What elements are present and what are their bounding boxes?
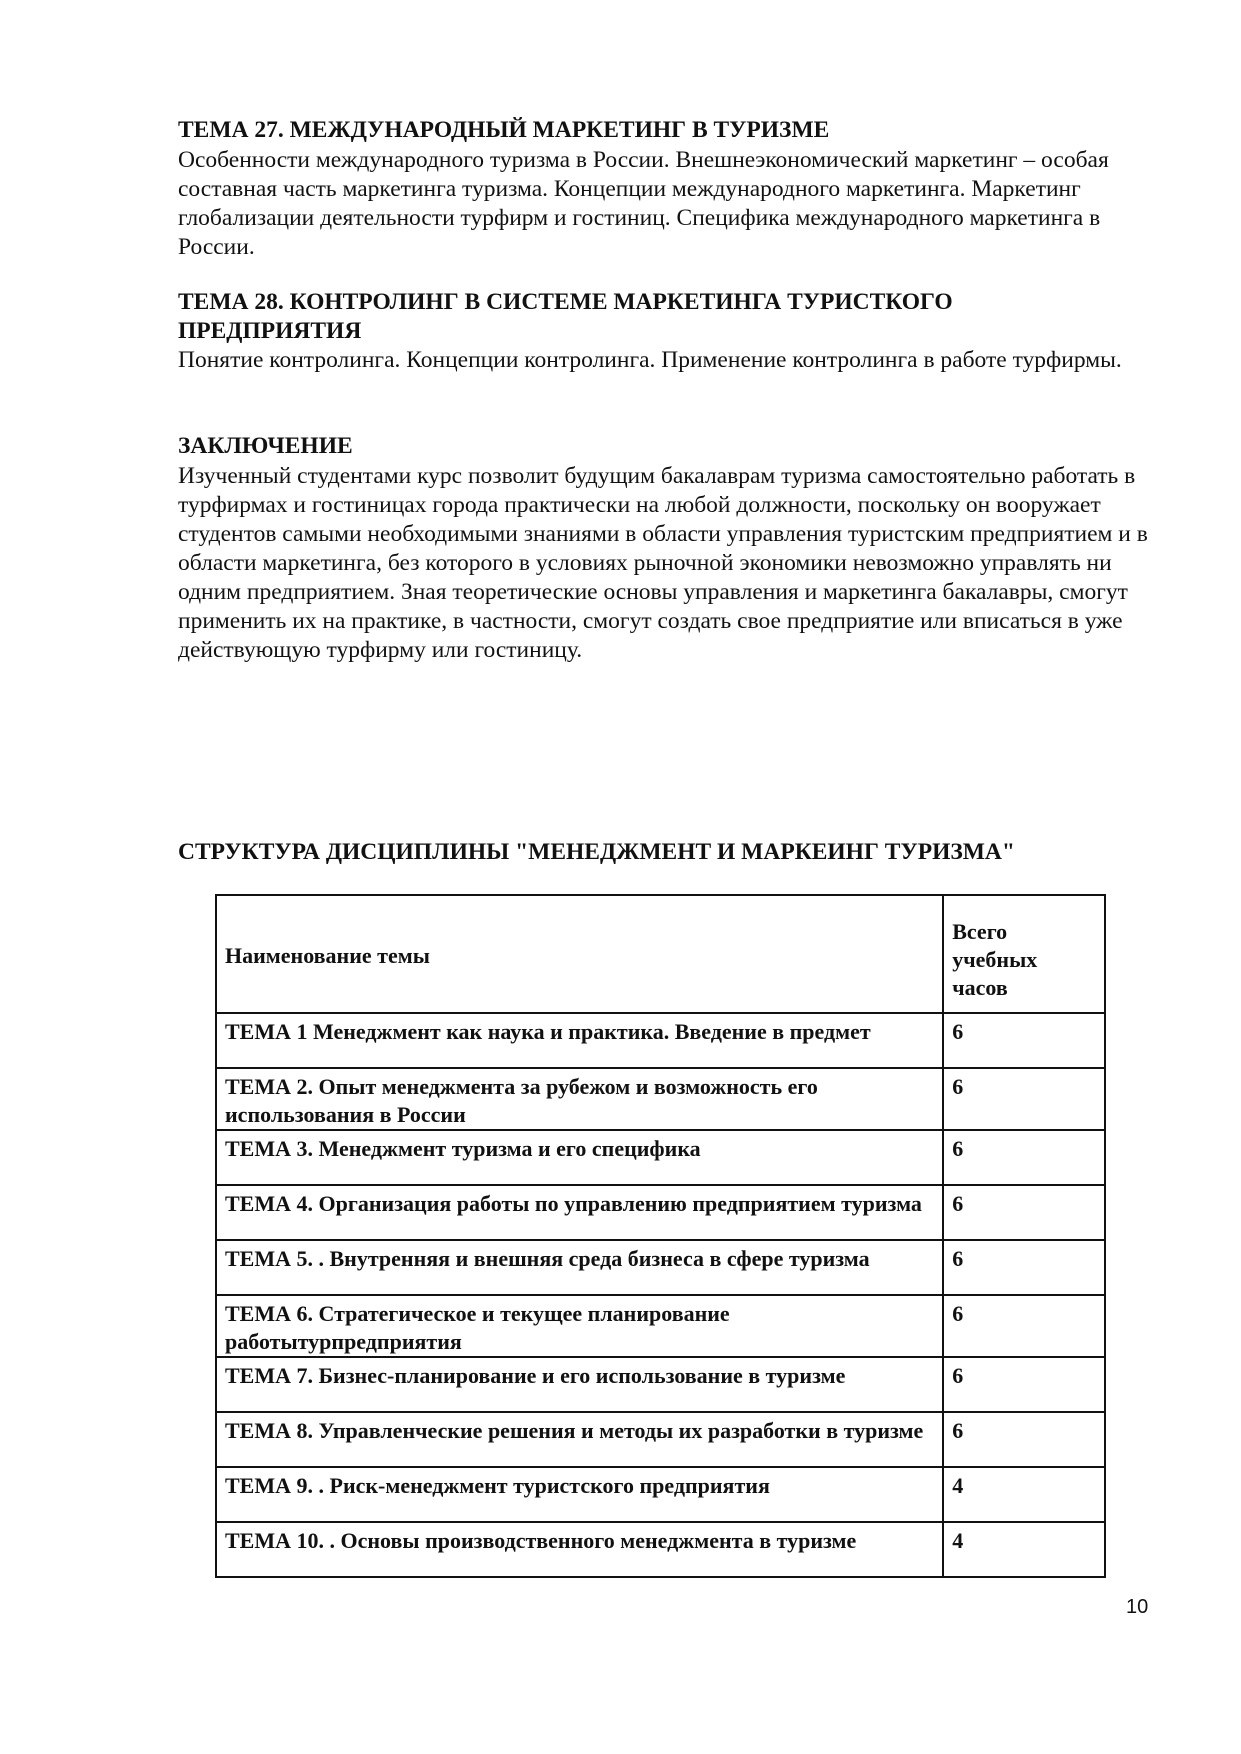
structure-table [215,894,1106,1578]
topic-name: ТЕМА 6. Стратегическое и текущее планирование работытурпредприятия [216,1295,943,1357]
table-row [216,1357,1105,1412]
topic-hours: 6 [943,1068,1105,1130]
topic-name: ТЕМА 10. . Основы производственного менеджмента в туризме [216,1522,943,1577]
table-row [216,1013,1105,1068]
section-27-body: Особенности международного туризма в России. Внешнеэкономический маркетинг – особая составная часть маркетинга туризма. Концепции международного маркетинга. Маркетинг глобализации деятельности турфирм и гостиниц. Специфика международного маркетинга в России. [178,147,1109,260]
table-row [216,1240,1105,1295]
topic-hours: 6 [943,1295,1105,1357]
table-row [216,1522,1105,1577]
table-row [216,1295,1105,1357]
section-28-body: Понятие контролинга. Концепции контролинга. Применение контролинга в работе турфирмы. [178,347,1122,373]
topic-name: ТЕМА 8. Управленческие решения и методы их разработки в туризме [216,1412,943,1467]
topic-hours: 6 [943,1185,1105,1240]
topic-name: ТЕМА 1 Менеджмент как наука и практика. Введение в предмет [216,1013,943,1068]
table-row [216,1412,1105,1467]
topic-name: ТЕМА 4. Организация работы по управлению предприятием туризма [216,1185,943,1240]
page-number: 10 [1126,1596,1149,1618]
header-topic-name: Наименование темы [216,895,943,1013]
structure-title: СТРУКТУРА ДИСЦИПЛИНЫ "МЕНЕДЖМЕНТ И МАРКЕИНГ ТУРИЗМА" [178,839,1015,865]
table-row [216,1068,1105,1130]
topic-name: ТЕМА 3. Менеджмент туризма и его специфика [216,1130,943,1185]
conclusion-body: Изученный студентами курс позволит будущим бакалаврам туризма самостоятельно работать в турфирмах и гостиницах города практически на любой должности, поскольку он вооружает студентов самыми необходимыми знаниями в области управления туристским предприятием и в области маркетинга, без которого в условиях рыночной экономики невозможно управлять ни одним предприятием. Зная теоретические основы управления и маркетинга бакалавры, смогут применить их на практике, в частности, смогут создать свое предприятие или вписаться в уже действующую турфирму или гостиницу. [178,463,1148,663]
topic-hours: 6 [943,1240,1105,1295]
topic-name: ТЕМА 2. Опыт менеджмента за рубежом и возможность его использования в России [216,1068,943,1130]
topic-hours: 6 [943,1357,1105,1412]
topic-hours: 6 [943,1412,1105,1467]
topic-name: ТЕМА 5. . Внутренняя и внешняя среда бизнеса в сфере туризма [216,1240,943,1295]
table-row [216,1467,1105,1522]
topic-name: ТЕМА 7. Бизнес-планирование и его использование в туризме [216,1357,943,1412]
table-row [216,1185,1105,1240]
topic-hours: 4 [943,1467,1105,1522]
topic-name: ТЕМА 9. . Риск-менеджмент туристского предприятия [216,1467,943,1522]
conclusion-title: ЗАКЛЮЧЕНИЕ [178,433,353,459]
table-header-row [216,895,1105,1013]
section-27-title: ТЕМА 27. МЕЖДУНАРОДНЫЙ МАРКЕТИНГ В ТУРИЗМЕ [178,117,830,143]
topic-hours: 6 [943,1013,1105,1068]
header-total-hours: Всего учебных часов [943,895,1105,1013]
section-28-title: ТЕМА 28. КОНТРОЛИНГ В СИСТЕМЕ МАРКЕТИНГА ТУРИСТКОГО ПРЕДПРИЯТИЯ [178,289,953,344]
table-row [216,1130,1105,1185]
topic-hours: 6 [943,1130,1105,1185]
topic-hours: 4 [943,1522,1105,1577]
